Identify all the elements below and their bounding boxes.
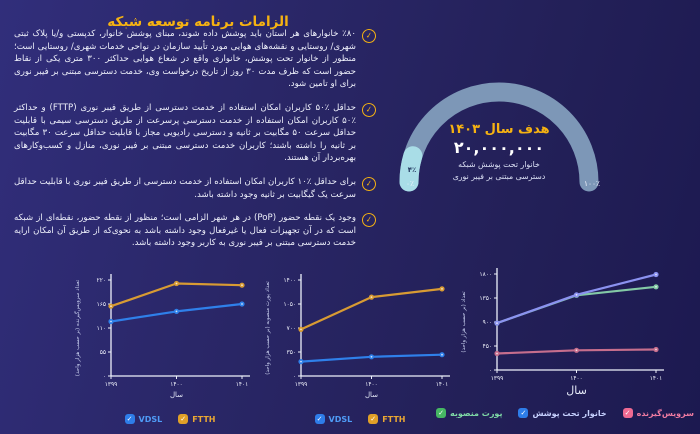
- chart-subscribers-legend: [70, 414, 270, 424]
- legend-label: FTTH: [382, 414, 406, 424]
- gauge-caption-line2: دسترسی مبتنی بر فیبر نوری: [452, 171, 546, 181]
- check-circle-icon: ✓: [361, 28, 377, 44]
- chart-text: ۱۴۰۱: [649, 376, 663, 382]
- chart-text: سال: [169, 391, 184, 399]
- chart-point-highlight: [441, 288, 443, 290]
- chart-text: ۳۵۰: [286, 350, 296, 357]
- chart-text: ۱۳۵۰: [479, 296, 492, 303]
- requirement-item-3: [14, 176, 376, 201]
- legend-item-FTTH[interactable]: [368, 414, 405, 424]
- legend-label: خانوار تحت پوشش: [532, 408, 607, 418]
- legend-label: FTTH: [192, 414, 216, 424]
- chart-text: ۱۳۹۹: [294, 382, 308, 388]
- chart-point-highlight: [655, 286, 657, 288]
- chart-text: ۱۰۵۰: [283, 302, 296, 309]
- chart-point-highlight: [110, 305, 112, 307]
- requirement-item-4: [14, 212, 376, 250]
- legend-label: پورت منصوبه: [450, 408, 503, 418]
- chart-point-highlight: [576, 294, 578, 296]
- chart-point-highlight: [110, 321, 112, 323]
- chart-installed-ports-plot: [260, 268, 460, 412]
- legend-item-خانوار تحت پوشش[interactable]: [518, 408, 606, 418]
- gauge-heading: هدف سال ۱۴۰۳: [448, 122, 550, 137]
- chart-text: ۰: [102, 374, 106, 381]
- chart-fiber-totals-plot: [456, 262, 674, 406]
- chart-text: تعداد سرویس‌گیرنده (بر حسب هزار واحد): [75, 279, 81, 377]
- chart-point-highlight: [496, 353, 498, 355]
- chart-point-highlight: [300, 329, 302, 331]
- chart-text: ۱۱۰: [96, 326, 106, 333]
- check-circle-icon: ✓: [361, 176, 377, 192]
- legend-checkbox-icon[interactable]: ✓: [368, 414, 378, 424]
- chart-text: ۵۵: [99, 350, 106, 357]
- legend-checkbox-icon[interactable]: ✓: [125, 414, 135, 424]
- chart-text: ۰: [292, 374, 296, 381]
- legend-checkbox-icon[interactable]: ✓: [178, 414, 188, 424]
- requirement-item-1: [14, 28, 376, 91]
- chart-point-highlight: [371, 296, 373, 298]
- chart-2-svg: [260, 268, 460, 408]
- legend-item-VDSL[interactable]: [125, 414, 163, 424]
- legend-item-FTTH[interactable]: [178, 414, 215, 424]
- chart-text: ۱۸۰۰: [479, 272, 492, 279]
- chart-subscribers-plot: [70, 268, 270, 412]
- page-title: الزامات برنامه توسعه شبکه: [107, 14, 289, 31]
- legend-checkbox-icon[interactable]: ✓: [436, 408, 446, 418]
- chart-point-highlight: [241, 303, 243, 305]
- chart-text: ۱۴۰۱: [235, 382, 249, 388]
- legend-item-VDSL[interactable]: [315, 414, 353, 424]
- requirement-item-2: [14, 102, 376, 165]
- gauge-max-label: ۱۰۰٪: [583, 179, 601, 188]
- legend-label: VDSL: [328, 414, 353, 424]
- chart-subscribers: [70, 268, 270, 424]
- requirement-text: وجود یک نقطه حضور (PoP) در هر شهر الزامی است؛ منظور از نقطه حضور، نقطه‌ای از شبکه است که در آن تجهیزات فعال یا غیرفعال وجود داشته باشد به نحوی‌که از طریق آن امکان ارایه خدمت دسترسی مبتنی بر فیبر نوری به کاربر وجود داشته باشد.: [14, 213, 356, 249]
- chart-text: ۹۰۰: [482, 320, 492, 327]
- chart-point-highlight: [576, 349, 578, 351]
- legend-checkbox-icon[interactable]: ✓: [518, 408, 528, 418]
- coverage-gauge: [389, 78, 609, 196]
- gauge-current-value: ۴٪: [407, 166, 417, 174]
- gauge-caption-line1: خانوار تحت پوشش شبکه: [458, 159, 540, 169]
- legend-item-پورت منصوبه[interactable]: [436, 408, 502, 418]
- check-circle-icon: ✓: [361, 102, 377, 118]
- requirement-text: حداقل ٪۵۰ کاربران امکان استفاده از خدمت دسترسی از طریق فیبر نوری (FTTP) و حداکثر ٪۵۰ کاربران امکان استفاده از خدمت دسترسی پرسرعت از طریق دسترسی سیمی با قابلیت حداقل سرعت ۵۰ مگابیت بر ثانیه و دسترسی رادیویی مجاز با قابلیت حداقل سرعت ۳۰ مگابیت بر ثانیه را داشته باشند؛ کاربران خدمت دسترسی مبتنی بر فیبر نوری، منازل و کسب‌وکارهای بهره‌بردار آن هستند.: [14, 102, 357, 164]
- chart-text: ۱۳۹۹: [104, 382, 118, 388]
- chart-text: تعداد پورت منصوبه (بر حسب هزار واحد): [265, 281, 271, 375]
- chart-text: تعداد (بر حسب هزار واحد): [461, 291, 467, 353]
- chart-text: ۱۴۰۰: [365, 382, 378, 388]
- chart-point-highlight: [241, 284, 243, 286]
- chart-installed-ports: [260, 268, 460, 424]
- chart-text: ۱۴۰۰: [170, 382, 183, 388]
- legend-checkbox-icon[interactable]: ✓: [315, 414, 325, 424]
- gauge-center-text: [419, 122, 579, 181]
- legend-item-سرویس‌گیرنده[interactable]: [623, 408, 694, 418]
- legend-label: VDSL: [138, 414, 163, 424]
- chart-point-highlight: [300, 361, 302, 363]
- chart-text: ۷۰۰: [286, 326, 296, 333]
- chart-text: ۱۶۵: [96, 302, 106, 309]
- chart-text: ۱۴۰۱: [435, 382, 449, 388]
- chart-point-highlight: [176, 311, 178, 313]
- chart-text: ۰: [488, 368, 492, 375]
- chart-text: ۱۴۰۰: [283, 278, 296, 285]
- legend-label: سرویس‌گیرنده: [636, 408, 694, 418]
- chart-point-highlight: [371, 356, 373, 358]
- chart-text: ۱۴۰۰: [570, 376, 583, 382]
- chart-text: سال: [364, 391, 379, 399]
- chart-point-highlight: [496, 322, 498, 324]
- chart-point-highlight: [441, 354, 443, 356]
- chart-point-highlight: [176, 283, 178, 285]
- chart-point-highlight: [655, 274, 657, 276]
- chart-text: ۴۵۰: [482, 344, 492, 351]
- gauge-target-value: ۲۰,۰۰۰,۰۰۰: [453, 138, 545, 157]
- requirement-text: برای حداقل ٪۱۰ کاربران امکان استفاده از خدمت دسترسی از طریق فیبر نوری با قابلیت حداقل سرعت یک گیگابیت بر ثانیه وجود داشته باشد.: [14, 176, 357, 200]
- requirements-list: [14, 28, 376, 261]
- requirement-text: ٪۸۰ خانوارهای هر استان باید پوشش داده شوند، مبنای پوشش خانوار، کدپستی و/یا پلاک ثبتی شهری/ روستایی و نقشه‌های هوایی مورد تأیید سازمان در نواحی خدمات شهری/ روستایی است؛ منظور از خانوار تحت پوشش، خانواری واقع در شعاع هوایی حداکثر ۳۰۰ متری یکی از نقاط حضور است که ظرف مدت ۳۰ روز از تاریخ درخواست وی، خدمت دسترسی مبتنی بر فیبر نوری برای او تامین شود.: [14, 29, 356, 90]
- chart-point-highlight: [655, 349, 657, 351]
- legend-checkbox-icon[interactable]: ✓: [623, 408, 633, 418]
- chart-text: ۱۳۹۹: [490, 376, 504, 382]
- chart-installed-ports-legend: [260, 414, 460, 424]
- chart-fiber-totals-legend: [438, 408, 694, 418]
- chart-text: سال: [566, 384, 587, 397]
- chart-fiber-totals: [438, 262, 694, 418]
- chart-line-FTTH: [111, 284, 242, 307]
- chart-3-svg: [456, 262, 674, 402]
- check-circle-icon: ✓: [361, 212, 377, 228]
- chart-text: ۲۲۰: [96, 278, 106, 285]
- gauge-min-label: ۰٪: [405, 179, 415, 188]
- chart-1-svg: [70, 268, 270, 408]
